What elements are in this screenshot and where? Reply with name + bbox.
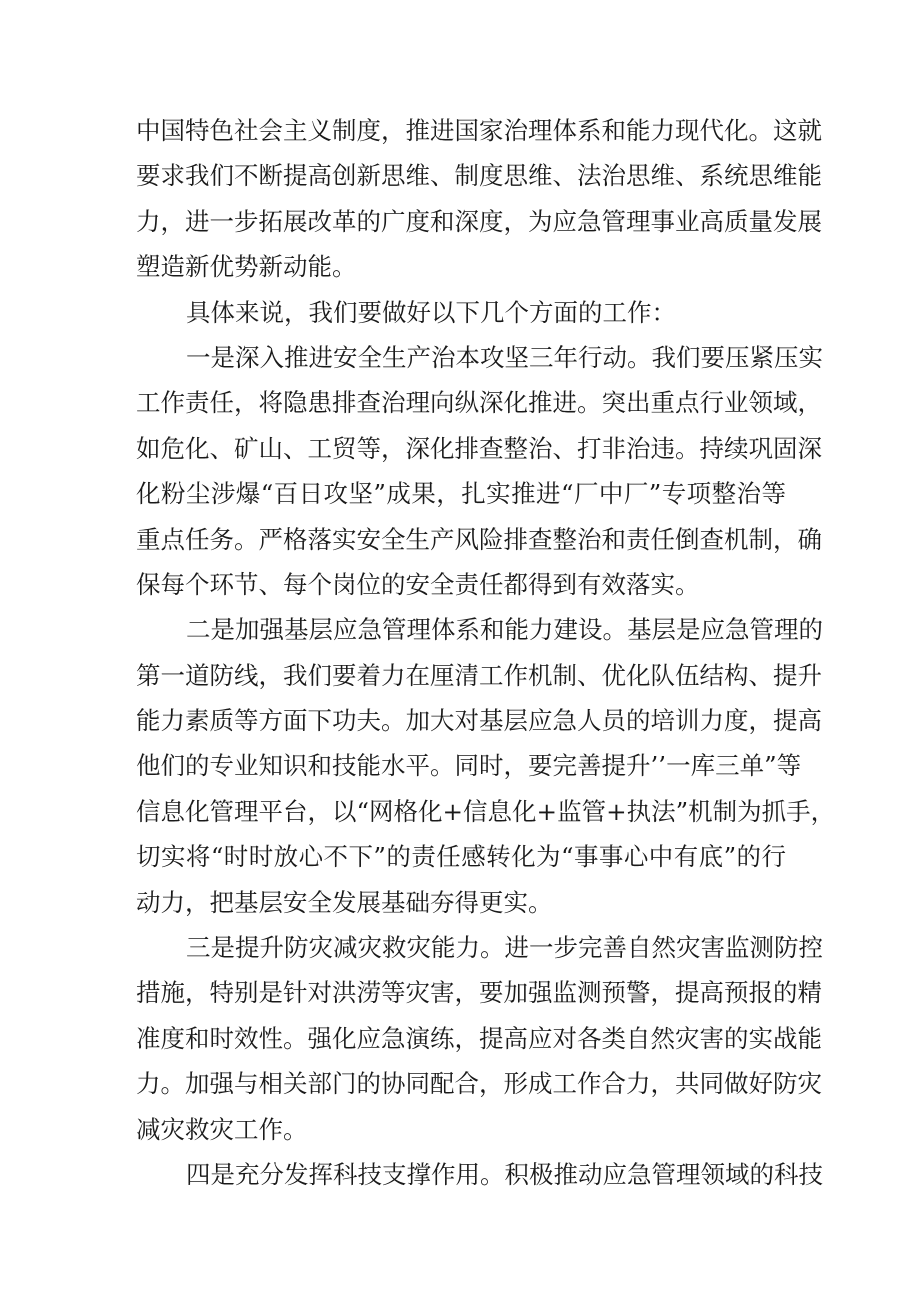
text-line: 准度和时效性。强化应急演练，提高应对各类自然灾害的实战能 [136, 1023, 822, 1053]
text-line: 塑造新优势新动能。 [136, 252, 357, 282]
text-line: 要求我们不断提高创新思维、制度思维、法治思维、系统思维能 [136, 161, 822, 191]
text-line: 化粉尘涉爆“百日攻坚”成果，扎实推进“厂中厂”专项整治等 [136, 479, 786, 509]
text-line: 措施，特别是针对洪涝等灾害，要加强监测预警，提高预报的精 [136, 978, 822, 1008]
text-line: 保每个环节、每个岗位的安全责任都得到有效落实。 [136, 569, 700, 599]
text-line: 三是提升防灾减灾救灾能力。进一步完善自然灾害监测防控 [186, 933, 823, 963]
text-line: 信息化管理平台，以“网格化+信息化+监管+执法”机制为抓手， [136, 796, 836, 826]
text-line: 具体来说，我们要做好以下几个方面的工作： [186, 297, 676, 327]
text-line: 工作责任，将隐患排查治理向纵深化推进。突出重点行业领域， [136, 388, 822, 418]
text-line: 力。加强与相关部门的协同配合，形成工作合力，共同做好防灾 [136, 1069, 822, 1099]
text-line: 他们的专业知识和技能水平。同时，要完善提升’’一库三单”等 [136, 751, 802, 781]
document-body [136, 108, 836, 1197]
text-line: 第一道防线，我们要着力在厘清工作机制、优化队伍结构、提升 [136, 660, 822, 690]
text-line: 如危化、矿山、工贸等，深化排查整治、打非治违。持续巩固深 [136, 433, 822, 463]
text-line: 重点任务。严格落实安全生产风险排查整治和责任倒查机制，确 [136, 524, 822, 554]
text-line: 力，进一步拓展改革的广度和深度，为应急管理事业高质量发展 [136, 206, 822, 236]
text-line: 一是深入推进安全生产治本攻坚三年行动。我们要压紧压实 [186, 342, 823, 372]
text-line: 动力，把基层安全发展基础夯得更实。 [136, 887, 553, 917]
text-line: 二是加强基层应急管理体系和能力建设。基层是应急管理的 [186, 615, 823, 645]
text-line: 切实将“时时放心不下”的责任感转化为“事事心中有底”的行 [136, 842, 786, 872]
text-line: 减灾救灾工作。 [136, 1114, 308, 1144]
text-line: 中国特色社会主义制度，推进国家治理体系和能力现代化。这就 [136, 116, 822, 145]
text-line: 四是充分发挥科技支撑作用。积极推动应急管理领域的科技 [186, 1159, 823, 1189]
text-line: 能力素质等方面下功夫。加大对基层应急人员的培训力度，提高 [136, 706, 822, 736]
